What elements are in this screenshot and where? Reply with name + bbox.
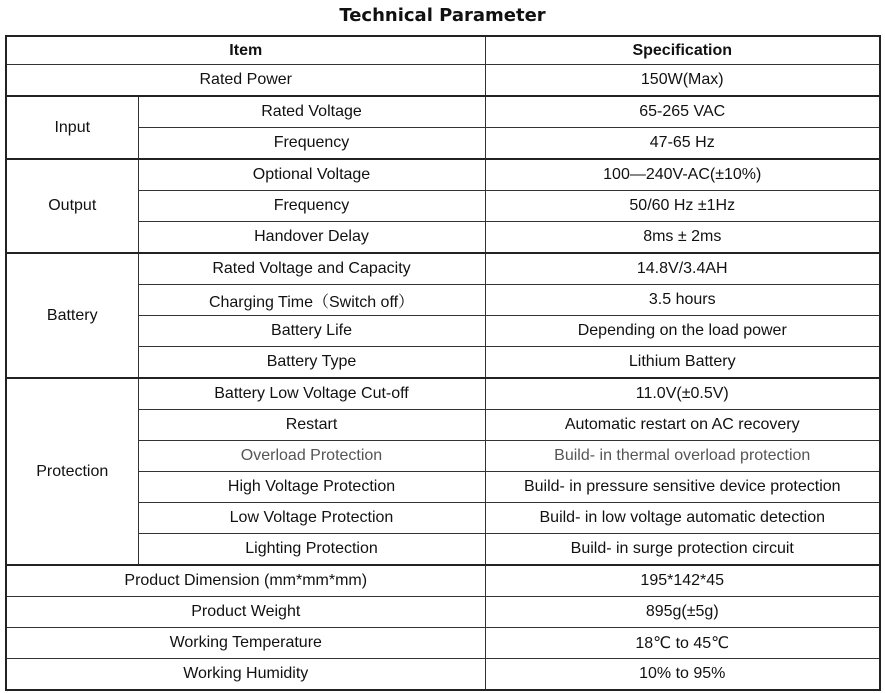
row-label: Frequency — [138, 191, 485, 222]
row-label: Rated Voltage — [138, 96, 485, 128]
table-row — [6, 96, 880, 128]
row-value: Lithium Battery — [485, 347, 880, 379]
row-value: 100—240V-AC(±10%) — [485, 159, 880, 191]
table-row — [6, 378, 880, 410]
group-label-battery: Battery — [6, 253, 138, 378]
row-label: Restart — [138, 410, 485, 441]
header-row — [6, 36, 880, 65]
row-value: 11.0V(±0.5V) — [485, 378, 880, 410]
row-value: 895g(±5g) — [485, 597, 880, 628]
row-value: 65-265 VAC — [485, 96, 880, 128]
row-value: 150W(Max) — [485, 65, 880, 97]
page-title: Technical Parameter — [339, 5, 546, 26]
table-row — [6, 503, 880, 534]
table-row — [6, 285, 880, 316]
table-row — [6, 565, 880, 597]
specification-column-header: Specification — [485, 36, 880, 65]
row-label: Lighting Protection — [138, 534, 485, 566]
row-label: Product Dimension (mm*mm*mm) — [6, 565, 485, 597]
row-value: 18℃ to 45℃ — [485, 628, 880, 659]
table-row — [6, 222, 880, 254]
row-value: Automatic restart on AC recovery — [485, 410, 880, 441]
row-value: Build- in low voltage automatic detection — [485, 503, 880, 534]
technical-parameter-table — [5, 35, 881, 691]
row-value: 47-65 Hz — [485, 128, 880, 160]
row-label: Low Voltage Protection — [138, 503, 485, 534]
table-row — [6, 597, 880, 628]
row-label: Charging Time（Switch off） — [138, 285, 485, 316]
row-label: Handover Delay — [138, 222, 485, 254]
group-label-protection: Protection — [6, 378, 138, 565]
row-label: Optional Voltage — [138, 159, 485, 191]
table-row — [6, 191, 880, 222]
row-label: Frequency — [138, 128, 485, 160]
row-value: 14.8V/3.4AH — [485, 253, 880, 285]
row-value: Build- in thermal overload protection — [485, 441, 880, 472]
table-row — [6, 534, 880, 566]
row-label: Battery Type — [138, 347, 485, 379]
row-value: 3.5 hours — [485, 285, 880, 316]
row-value: Depending on the load power — [485, 316, 880, 347]
row-label: Overload Protection — [138, 441, 485, 472]
row-label: Working Temperature — [6, 628, 485, 659]
row-value: 195*142*45 — [485, 565, 880, 597]
table-row — [6, 659, 880, 691]
table-row — [6, 347, 880, 379]
table-row — [6, 159, 880, 191]
row-value: 8ms ± 2ms — [485, 222, 880, 254]
row-value: Build- in surge protection circuit — [485, 534, 880, 566]
table-row — [6, 628, 880, 659]
table-row — [6, 316, 880, 347]
item-column-header: Item — [6, 36, 485, 65]
row-value: 10% to 95% — [485, 659, 880, 691]
row-label: Rated Power — [6, 65, 485, 97]
table-row — [6, 253, 880, 285]
row-label: Rated Voltage and Capacity — [138, 253, 485, 285]
table-row — [6, 472, 880, 503]
table-row — [6, 65, 880, 97]
group-label-output: Output — [6, 159, 138, 253]
row-label: Battery Low Voltage Cut-off — [138, 378, 485, 410]
row-value: 50/60 Hz ±1Hz — [485, 191, 880, 222]
table-row — [6, 128, 880, 160]
row-label: Working Humidity — [6, 659, 485, 691]
table-row — [6, 441, 880, 472]
row-label: High Voltage Protection — [138, 472, 485, 503]
group-label-input: Input — [6, 96, 138, 159]
row-label: Battery Life — [138, 316, 485, 347]
row-value: Build- in pressure sensitive device protection — [485, 472, 880, 503]
table-row — [6, 410, 880, 441]
row-label: Product Weight — [6, 597, 485, 628]
